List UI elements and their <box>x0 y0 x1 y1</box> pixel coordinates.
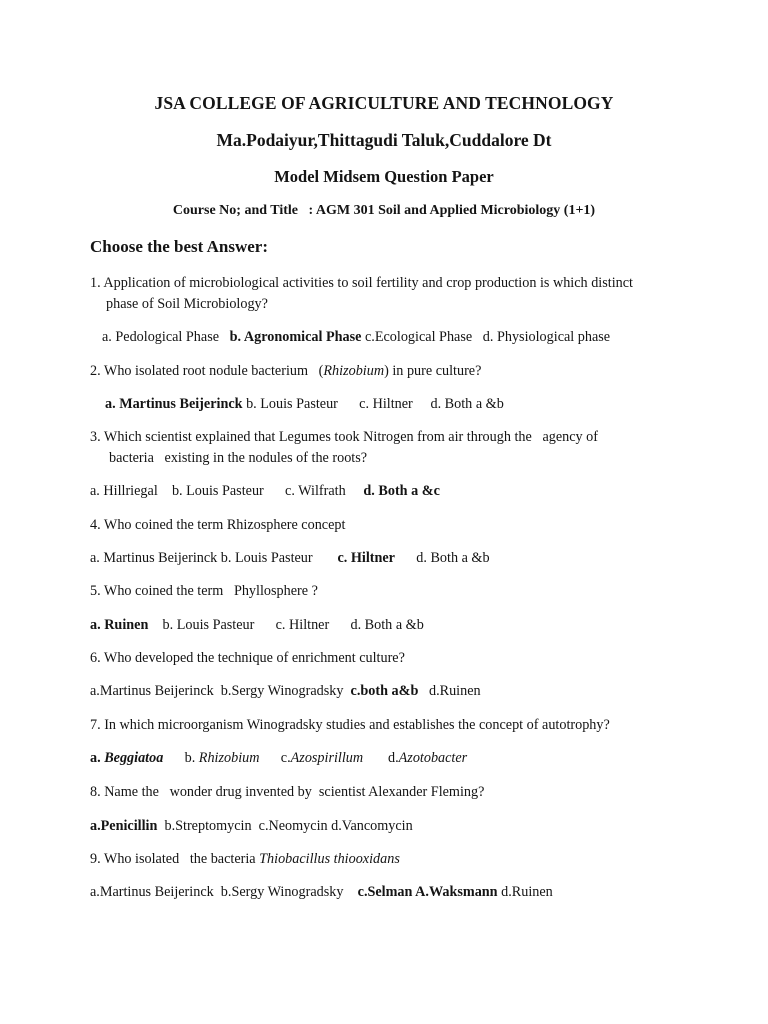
question-7-text: 7. In which microorganism Winogradsky studies and establishes the concept of autotrophy? <box>90 717 610 733</box>
question-1-text-cont: phase of Soil Microbiology? <box>106 296 268 312</box>
question-7-options <box>90 749 467 767</box>
question-1-options <box>102 328 610 346</box>
question-3-options <box>90 482 440 500</box>
question-3-text-cont: bacteria existing in the nodules of the roots? <box>109 450 368 466</box>
option-text: b. Louis Pasteur c. Hiltner d. Both a &b <box>148 617 424 633</box>
question-4-options <box>90 549 490 567</box>
question-9-options <box>90 883 553 901</box>
option-text: d. <box>363 750 399 766</box>
option-text: b. Louis Pasteur c. Hiltner d. Both a &b <box>242 396 504 412</box>
correct-option: Beggiatoa <box>104 750 164 766</box>
italic-term: Rhizobium <box>323 363 385 379</box>
option-text: a. Hillriegal b. Louis Pasteur c. Wilfrath <box>90 483 364 499</box>
correct-option-prefix: a. <box>90 750 105 766</box>
question-8-text: 8. Name the wonder drug invented by scientist Alexander Fleming? <box>90 784 485 800</box>
question-8-options <box>90 817 413 835</box>
question-text: 9. Who isolated the bacteria <box>90 851 260 867</box>
option-text: Azotobacter <box>398 750 468 766</box>
option-text: a.Martinus Beijerinck b.Sergy Winogradsky <box>90 683 351 699</box>
question-text: ) in pure culture? <box>384 363 482 379</box>
italic-term: Thiobacillus thiooxidans <box>259 851 400 867</box>
option-text: c. <box>259 750 291 766</box>
question-9-text <box>90 850 400 868</box>
option-text: Azospirillum <box>290 750 364 766</box>
option-text: c.Ecological Phase d. Physiological phase <box>361 329 611 345</box>
question-5-text: 5. Who coined the term Phyllosphere ? <box>90 583 318 599</box>
correct-option: c.both a&b <box>350 683 419 699</box>
question-text: 2. Who isolated root nodule bacterium ( <box>90 363 324 379</box>
correct-option: a. Ruinen <box>90 617 149 633</box>
question-3-text: 3. Which scientist explained that Legumes took Nitrogen from air through the agency of <box>90 429 598 445</box>
option-text: d. Both a &b <box>394 550 490 566</box>
question-1-text: 1. Application of microbiological activities to soil fertility and crop production is which distinct <box>90 275 633 291</box>
exam-title: Model Midsem Question Paper <box>274 167 494 186</box>
correct-option: a.Penicillin <box>90 818 158 834</box>
option-text: a. Martinus Beijerinck b. Louis Pasteur <box>90 550 338 566</box>
question-6-text: 6. Who developed the technique of enrichment culture? <box>90 650 405 666</box>
section-title: Choose the best Answer: <box>90 237 269 256</box>
option-text: a. Pedological Phase <box>102 329 230 345</box>
correct-option: c. Hiltner <box>337 550 395 566</box>
correct-option: a. Martinus Beijerinck <box>105 396 243 412</box>
question-2-text <box>90 362 481 380</box>
question-4-text: 4. Who coined the term Rhizosphere concept <box>90 517 346 533</box>
option-text: a.Martinus Beijerinck b.Sergy Winogradsky <box>90 884 358 900</box>
correct-option: b. Agronomical Phase <box>229 329 362 345</box>
correct-option: c.Selman A.Waksmann <box>357 884 498 900</box>
course-title: Course No; and Title : AGM 301 Soil and Applied Microbiology (1+1) <box>172 203 596 218</box>
option-text: d.Ruinen <box>418 683 481 699</box>
college-name: JSA COLLEGE OF AGRICULTURE AND TECHNOLOGY <box>154 93 614 113</box>
question-6-options <box>90 682 481 700</box>
question-5-options <box>90 616 424 634</box>
option-text: b.Streptomycin c.Neomycin d.Vancomycin <box>157 818 413 834</box>
option-text: d.Ruinen <box>497 884 553 900</box>
question-2-options <box>105 395 504 413</box>
correct-option: d. Both a &c <box>363 483 440 499</box>
option-text: b. <box>163 750 199 766</box>
option-text: Rhizobium <box>198 750 260 766</box>
college-address: Ma.Podaiyur,Thittagudi Taluk,Cuddalore Dt <box>216 130 552 150</box>
